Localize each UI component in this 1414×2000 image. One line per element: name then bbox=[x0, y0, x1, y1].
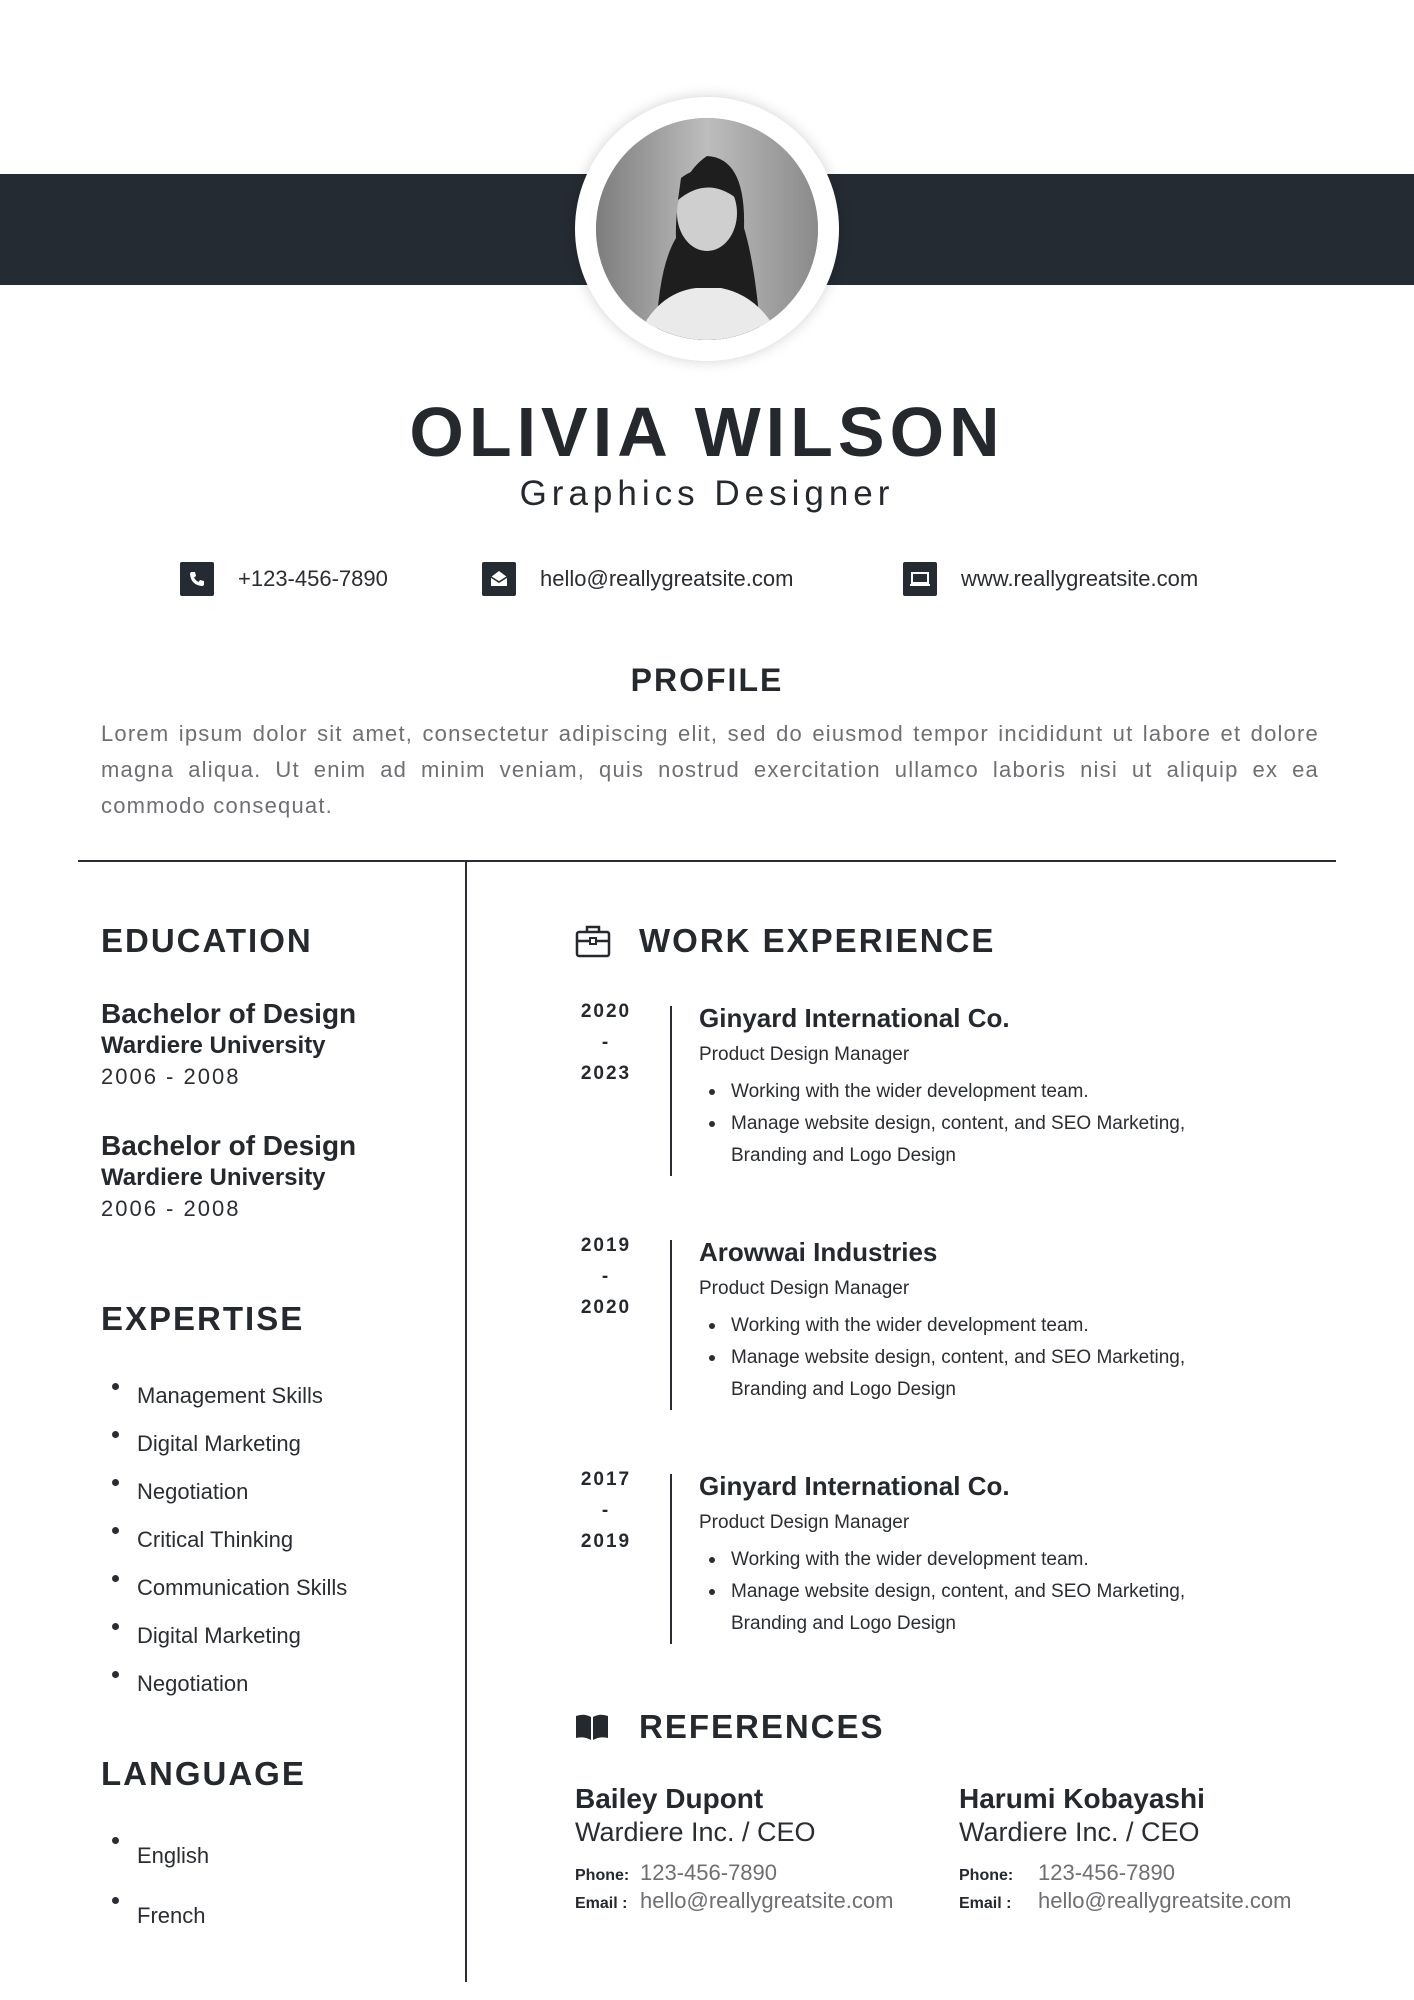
education-degree: Bachelor of Design bbox=[101, 998, 357, 1029]
expertise-item: Negotiation bbox=[101, 1660, 347, 1708]
language-title: LANGUAGE bbox=[101, 1755, 306, 1792]
book-icon bbox=[574, 1712, 610, 1747]
expertise-item: Management Skills bbox=[101, 1372, 347, 1420]
job-date-separator: - bbox=[601, 1032, 611, 1053]
candidate-name: OLIVIA WILSON bbox=[409, 393, 1005, 471]
job-date-separator: - bbox=[601, 1266, 611, 1287]
job-dates bbox=[566, 1464, 646, 1557]
job-company: Ginyard International Co. bbox=[699, 1471, 1010, 1501]
reference-phone-row bbox=[959, 1860, 1291, 1886]
phone-label: Phone: bbox=[959, 1867, 1014, 1884]
reference-email[interactable]: hello@reallygreatsite.com bbox=[1038, 1888, 1292, 1913]
phone-text[interactable]: +123-456-7890 bbox=[238, 566, 388, 591]
reference-name: Harumi Kobayashi bbox=[959, 1783, 1205, 1814]
email-text[interactable]: hello@reallygreatsite.com bbox=[540, 566, 794, 591]
contact-phone bbox=[180, 562, 388, 596]
column-divider bbox=[465, 862, 467, 1982]
reference-org: Wardiere Inc. / CEO bbox=[959, 1817, 1200, 1847]
job-end-year: 2019 bbox=[580, 1531, 632, 1552]
job-entry bbox=[699, 1237, 1259, 1406]
language-item: English bbox=[101, 1826, 209, 1886]
job-start-year: 2020 bbox=[580, 1001, 632, 1022]
job-bullet: Manage website design, content, and SEO Marketing, Branding and Logo Design bbox=[699, 1108, 1259, 1172]
job-role: Product Design Manager bbox=[699, 1044, 910, 1065]
expertise-title: EXPERTISE bbox=[101, 1300, 305, 1337]
job-bullet: Working with the wider development team. bbox=[699, 1076, 1259, 1108]
contact-email bbox=[482, 562, 793, 596]
job-bullets bbox=[699, 1544, 1259, 1640]
reference-card bbox=[575, 1783, 893, 1914]
email-label: Email : bbox=[959, 1895, 1012, 1912]
expertise-list bbox=[101, 1372, 347, 1708]
reference-phone[interactable]: 123-456-7890 bbox=[1038, 1860, 1176, 1885]
reference-name: Bailey Dupont bbox=[575, 1783, 764, 1814]
job-end-year: 2020 bbox=[580, 1297, 632, 1318]
reference-phone-row bbox=[575, 1860, 893, 1886]
reference-email-row bbox=[959, 1888, 1291, 1914]
job-bullets bbox=[699, 1076, 1259, 1172]
work-title: WORK EXPERIENCE bbox=[639, 922, 996, 959]
job-timeline-line bbox=[670, 1006, 672, 1176]
phone-label: Phone: bbox=[575, 1867, 630, 1884]
job-bullet: Working with the wider development team. bbox=[699, 1310, 1259, 1342]
job-start-year: 2019 bbox=[580, 1235, 632, 1256]
profile-title: PROFILE bbox=[630, 662, 784, 698]
reference-email[interactable]: hello@reallygreatsite.com bbox=[640, 1888, 894, 1913]
email-label: Email : bbox=[575, 1895, 628, 1912]
website-text[interactable]: www.reallygreatsite.com bbox=[961, 566, 1199, 591]
job-role: Product Design Manager bbox=[699, 1278, 910, 1299]
education-degree: Bachelor of Design bbox=[101, 1130, 357, 1161]
envelope-icon bbox=[482, 562, 516, 596]
job-start-year: 2017 bbox=[580, 1469, 632, 1490]
reference-card bbox=[959, 1783, 1291, 1914]
education-school: Wardiere University bbox=[101, 1032, 326, 1059]
education-item bbox=[101, 998, 356, 1090]
candidate-role: Graphics Designer bbox=[519, 474, 895, 513]
job-entry bbox=[699, 1471, 1259, 1640]
contact-website bbox=[903, 562, 1198, 596]
language-item: French bbox=[101, 1886, 209, 1946]
phone-icon bbox=[180, 562, 214, 596]
education-item bbox=[101, 1130, 356, 1222]
expertise-item: Critical Thinking bbox=[101, 1516, 347, 1564]
education-years: 2006 - 2008 bbox=[101, 1064, 241, 1089]
job-date-separator: - bbox=[601, 1500, 611, 1521]
education-years: 2006 - 2008 bbox=[101, 1196, 241, 1221]
reference-phone[interactable]: 123-456-7890 bbox=[640, 1860, 778, 1885]
briefcase-icon bbox=[575, 924, 611, 963]
profile-text: Lorem ipsum dolor sit amet, consectetur adipiscing elit, sed do eiusmod tempor incididunt ut labore et dolore magna aliqua. Ut enim ad minim veniam, quis nostrud exercitation ullamco laboris nisi ut aliquip ex ea commodo consequat. bbox=[101, 721, 1319, 818]
education-school: Wardiere University bbox=[101, 1164, 326, 1191]
expertise-item: Communication Skills bbox=[101, 1564, 347, 1612]
laptop-icon bbox=[903, 562, 937, 596]
job-entry bbox=[699, 1003, 1259, 1172]
education-title: EDUCATION bbox=[101, 922, 313, 959]
profile-photo bbox=[596, 118, 818, 340]
reference-email-row bbox=[575, 1888, 893, 1914]
job-role: Product Design Manager bbox=[699, 1512, 910, 1533]
expertise-item: Digital Marketing bbox=[101, 1612, 347, 1660]
job-dates bbox=[566, 1230, 646, 1323]
job-end-year: 2023 bbox=[580, 1063, 632, 1084]
language-list bbox=[101, 1826, 209, 1946]
section-divider bbox=[78, 860, 1336, 862]
job-bullet: Working with the wider development team. bbox=[699, 1544, 1259, 1576]
job-bullet: Manage website design, content, and SEO Marketing, Branding and Logo Design bbox=[699, 1576, 1259, 1640]
references-title: REFERENCES bbox=[639, 1708, 885, 1745]
job-dates bbox=[566, 996, 646, 1089]
job-bullet: Manage website design, content, and SEO Marketing, Branding and Logo Design bbox=[699, 1342, 1259, 1406]
expertise-item: Negotiation bbox=[101, 1468, 347, 1516]
job-bullets bbox=[699, 1310, 1259, 1406]
expertise-item: Digital Marketing bbox=[101, 1420, 347, 1468]
reference-org: Wardiere Inc. / CEO bbox=[575, 1817, 816, 1847]
job-company: Arowwai Industries bbox=[699, 1237, 938, 1267]
job-timeline-line bbox=[670, 1474, 672, 1644]
job-timeline-line bbox=[670, 1240, 672, 1410]
job-company: Ginyard International Co. bbox=[699, 1003, 1010, 1033]
